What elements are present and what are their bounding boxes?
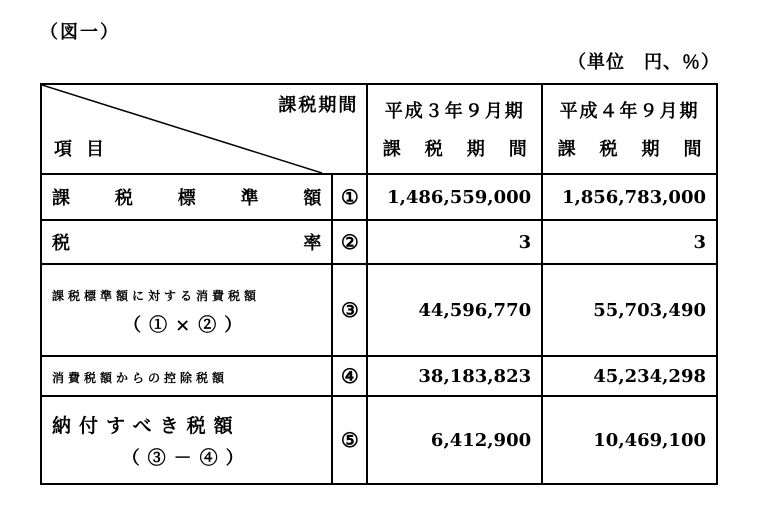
header-diagonal-cell [41,84,367,174]
table-row [41,264,717,356]
value-period-1: 44,596,770 [367,264,542,356]
header-row [41,84,717,174]
row-number: ② [332,220,367,264]
row-item-cell [41,174,332,220]
row-number: ③ [332,264,367,356]
header-period-label: 課税期間 [278,95,359,116]
column-header-2-line2: 課税期間 [557,139,726,160]
value-period-1: 6,412,900 [367,396,542,484]
column-header-1 [367,84,551,174]
row-number: ① [332,174,367,220]
row-item-label: 納付すべき税額 [52,414,241,437]
value-period-1: 1,486,559,000 [367,174,542,220]
row-item-formula: （①×②） [123,314,251,336]
row-item-cell [41,396,332,484]
tax-table [40,83,726,485]
column-header-1-line1: 平成３年９月期 [384,101,525,122]
table-row [41,220,717,264]
header-item-label: 項目 [54,139,118,160]
value-period-1: 3 [367,220,542,264]
row-item-cell [41,220,332,264]
column-header-1-line2: 課税期間 [382,139,551,160]
figure-label: （図一） [40,22,120,43]
table-row [41,356,717,396]
value-period-2: 1,856,783,000 [542,174,717,220]
row-number: ④ [332,356,367,396]
row-item-char: 標 [177,188,196,209]
row-item-char: 税 [114,188,133,209]
value-period-1: 38,183,823 [367,356,542,396]
row-item-char: 準 [240,188,259,209]
row-item-label [52,229,321,255]
value-period-2: 55,703,490 [542,264,717,356]
value-period-2: 45,234,298 [542,356,717,396]
row-item-char: 率 [303,233,322,254]
row-item-cell [41,356,332,396]
row-item-label: 課税標準額に対する消費税額 [52,288,261,303]
row-item-char: 額 [303,188,322,209]
value-period-2: 10,469,100 [542,396,717,484]
row-item-char: 課 [52,188,70,209]
column-header-2-line1: 平成４年９月期 [559,101,700,122]
table-row [41,396,717,484]
row-item-cell [41,264,332,356]
row-item-label [52,184,321,210]
row-item-label: 消費税額からの控除税額 [52,370,229,385]
value-period-2: 3 [542,220,717,264]
column-header-2 [542,84,726,174]
row-item-formula: （③－④） [121,447,252,469]
table-row [41,174,717,220]
unit-label: （単位 円、％） [568,52,720,73]
row-item-char: 税 [52,233,70,254]
row-number: ⑤ [332,396,367,484]
